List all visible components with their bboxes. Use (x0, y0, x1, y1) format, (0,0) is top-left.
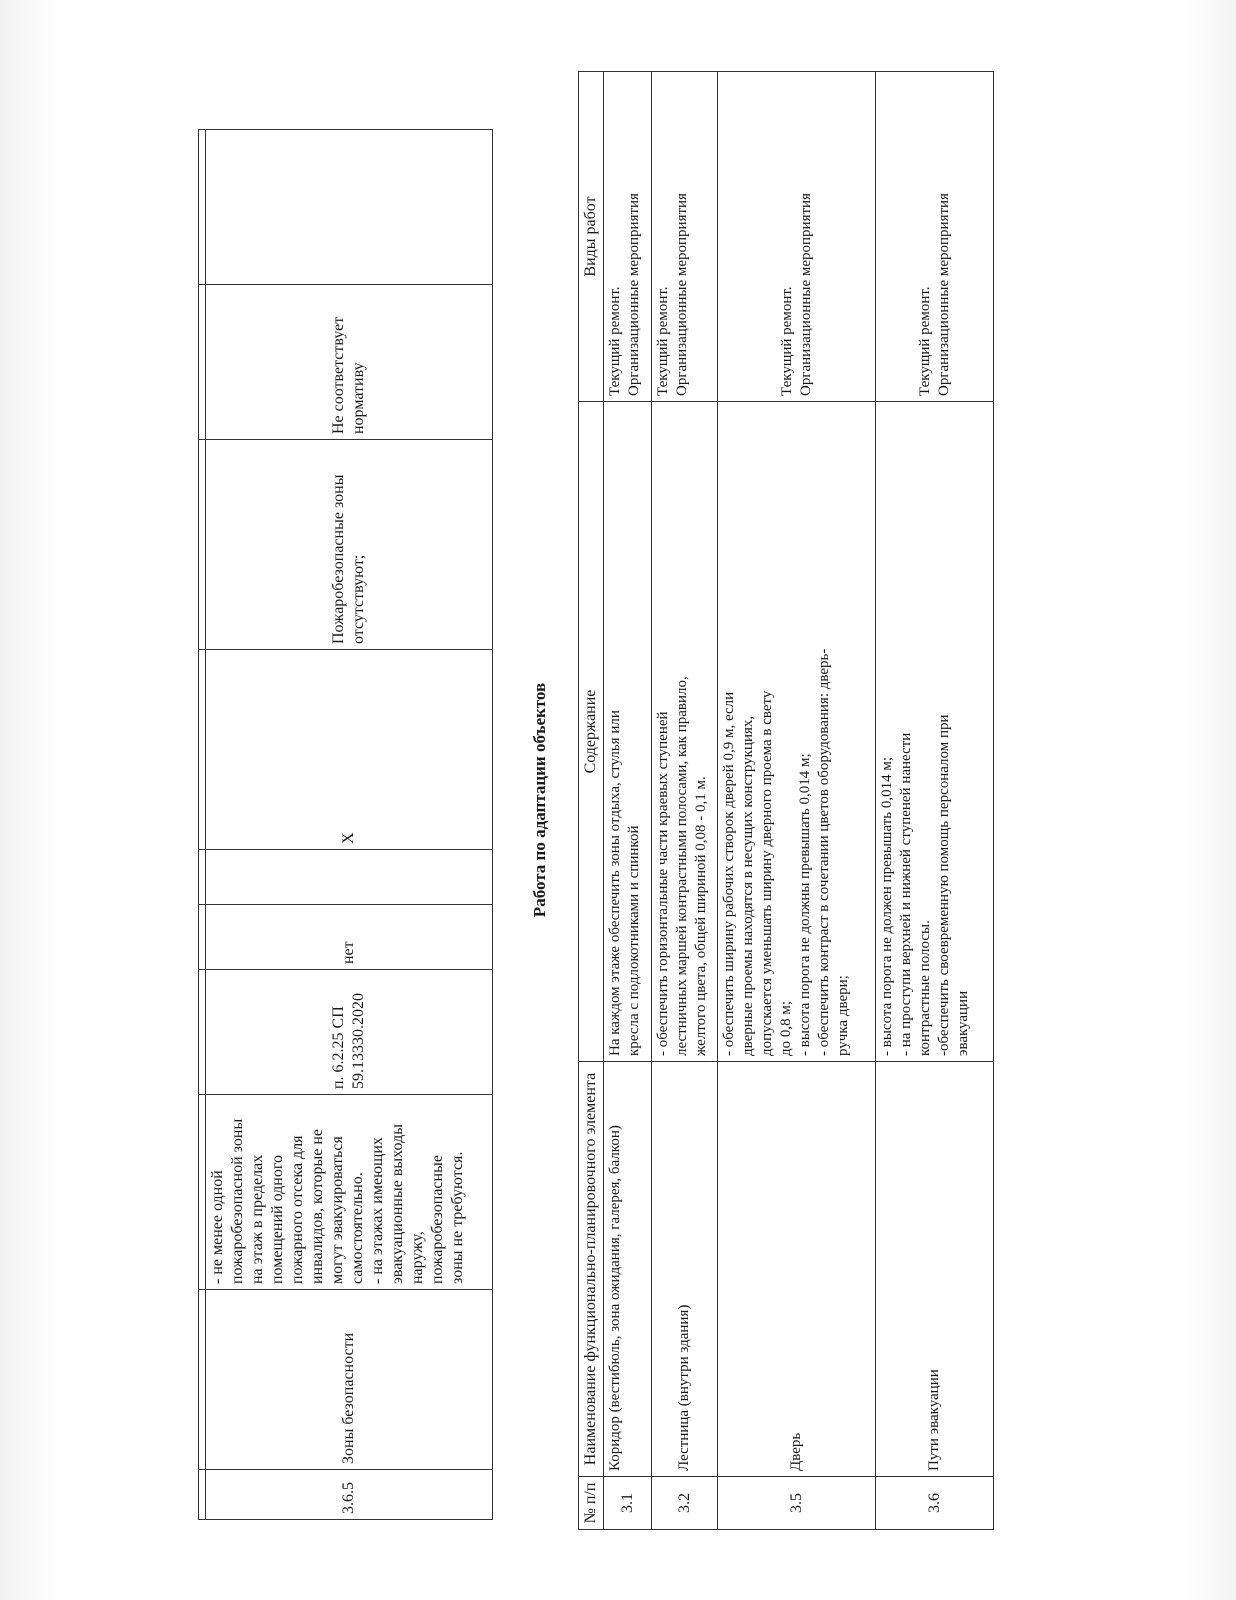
work-kind: Текущий ремонт. Организационные мероприятия (718, 72, 876, 402)
accessibility-survey-table (198, 129, 493, 1520)
norm-reference: п. 6.2.25 СП 59.13330.2020 (206, 970, 493, 1095)
header-number: № п/п (579, 1477, 604, 1530)
header-work-kind: Виды работ (579, 72, 604, 402)
requirement-text: - не менее одной пожаробезопасной зоны на этаж в пределах помещений одного пожарного отсека для инвалидов, которые не могут эвакуироваться самостоятельно. - на этажах имеющих эвакуационные выходы наружу, пожаробезопасные зоны не требуются. (206, 1095, 493, 1290)
work-kind: Текущий ремонт. Организационные мероприятия (876, 72, 994, 402)
work-kind: Текущий ремонт. Организационные мероприятия (604, 72, 652, 402)
presence-value: нет (206, 905, 493, 970)
header-content: Содержание (579, 402, 604, 1062)
empty-cell (206, 130, 493, 285)
table-row (876, 72, 994, 1530)
row-number: 3.6.5 (206, 1470, 493, 1520)
work-kind: Текущий ремонт. Организационные мероприятия (652, 72, 718, 402)
table-row (718, 72, 876, 1530)
header-element-name: Наименование функционально-планировочного элемента (579, 1062, 604, 1477)
table-row (206, 130, 493, 1520)
content-text: - высота порога не должен превышать 0,014 м; - на проступи верхней и нижней ступеней нанести контрастные полосы. -обеспечить своевременную помощь персоналом при эвакуации (876, 402, 994, 1062)
table-header-row (579, 72, 604, 1530)
table-row (604, 72, 652, 1530)
content-text: - обеспечить горизонтальные части краевых ступеней лестничных маршей контрастными полосами, как правило, желтого цвета, общей шириной 0,08 - 0,1 м. (652, 402, 718, 1062)
element-name: Пути эвакуации (876, 1062, 994, 1477)
table-row (199, 130, 206, 1520)
fact-text: Пожаробезопасные зоны отсутствуют; (206, 440, 493, 650)
mark-value: X (206, 650, 493, 850)
row-number: 3.2 (652, 1477, 718, 1530)
empty-cell (206, 850, 493, 905)
element-name: Зоны безопасности (206, 1290, 493, 1470)
row-number: 3.5 (718, 1477, 876, 1530)
element-name: Коридор (вестибюль, зона ожидания, галерея, балкон) (604, 1062, 652, 1477)
content-text: - обеспечить ширину рабочих створок дверей 0,9 м, если дверные проемы находятся в несущих конструкциях, допускается уменьшать ширину дверного проема в свету до 0,8 м; - высота порога не должны превышать 0,014 м; - обеспечить контраст в сочетании цветов оборудования: дверь- ручка двери; (718, 402, 876, 1062)
section-title: Работа по адаптации объектов (530, 682, 549, 918)
assessment-text: Не соответствует нормативу (206, 285, 493, 440)
adaptation-works-table (578, 71, 994, 1530)
element-name: Лестница (внутри здания) (652, 1062, 718, 1477)
content-text: На каждом этаже обеспечить зоны отдыха, стулья или кресла с подлокотниками и спинкой (604, 402, 652, 1062)
row-number: 3.1 (604, 1477, 652, 1530)
row-number: 3.6 (876, 1477, 994, 1530)
table-row (652, 72, 718, 1530)
element-name: Дверь (718, 1062, 876, 1477)
rotated-document-page (180, 70, 1100, 1530)
